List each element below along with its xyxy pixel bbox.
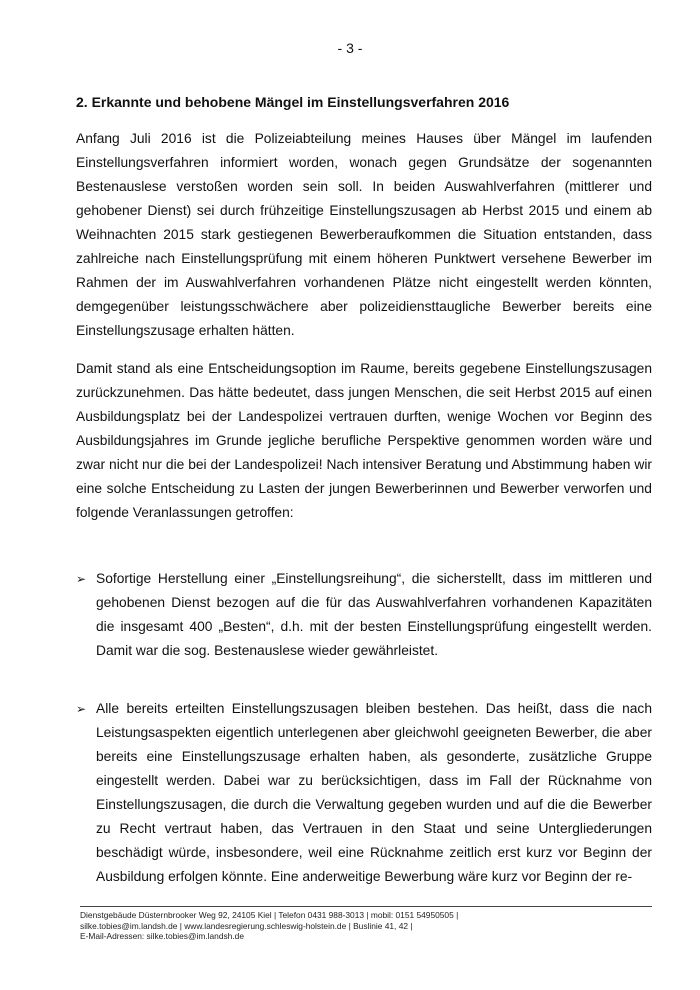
document-body <box>76 92 652 889</box>
footer-address-line: Dienstgebäude Düsternbrooker Weg 92, 24105 Kiel | Telefon 0431 988-3013 | mobil: 0151 54950505 | <box>80 910 459 920</box>
list-item <box>76 697 652 889</box>
measures-list <box>76 567 652 889</box>
section-heading: 2. Erkannte und behobene Mängel im Einstellungsverfahren 2016 <box>76 94 510 110</box>
paragraph-1: Anfang Juli 2016 ist die Polizeiabteilung meines Hauses über Mängel im laufenden Einstellungsverfahren informiert worden, wonach gegen Grundsätze der sogenannten Bestenauslese verstoßen worden sein soll. In beiden Auswahlverfahren (mittlerer und gehobener Dienst) sei durch frühzeitige Einstellungszusagen ab Herbst 2015 und einem ab Weihnachten 2015 stark gestiegenen Bewerberaufkommen die Situation entstanden, dass zahlreiche nach Einstellungsprüfung mit einem höheren Punktwert versehene Bewerber im Rahmen der im Auswahlverfahren vorhandenen Plätze nicht eingestellt werden könnten, demgegenüber leistungsschwächere aber polizeidiensttaugliche Bewerber bereits eine Einstellungszusage erhalten hätten. <box>76 131 652 338</box>
list-item <box>76 567 652 663</box>
page-number: - 3 - <box>337 40 363 56</box>
arrow-bullet-icon: ➢ <box>76 572 87 586</box>
footer-contact-line: silke.tobies@im.landsh.de | www.landesregierung.schleswig-holstein.de | Buslinie 41, 42 | <box>80 920 413 931</box>
arrow-bullet-icon: ➢ <box>76 702 87 716</box>
list-item-text: Sofortige Herstellung einer „Einstellungsreihung“, die sicherstellt, dass im mittleren und gehobenen Dienst bezogen auf die für das Auswahlverfahren vorhandenen Kapazitäten die insgesamt 400 „Besten“, d.h. mit der besten Einstellungsprüfung eingestellt werden. Damit war die sog. Bestenauslese wieder gewährleistet. <box>96 571 652 658</box>
paragraph-2: Damit stand als eine Entscheidungsoption im Raume, bereits gegebene Einstellungszusagen zurückzunehmen. Das hätte bedeutet, dass jungen Menschen, die seit Herbst 2015 auf einen Ausbildungsplatz bei der Landespolizei vertrauen durften, wenige Wochen vor Beginn des Ausbildungsjahres im Grunde jegliche berufliche Perspektive genommen worden wäre und zwar nicht nur die bei der Landespolizei! Nach intensiver Beratung und Abstimmung haben wir eine solche Entscheidung zu Lasten der jungen Bewerberinnen und Bewerber verworfen und folgende Veranlassungen getroffen: <box>76 361 652 520</box>
footer-email-line: E-Mail-Adressen: silke.tobies@im.landsh.de <box>80 931 244 941</box>
list-item-text: Alle bereits erteilten Einstellungszusagen bleiben bestehen. Das heißt, dass die nach Leistungsaspekten eigentlich unterlegenen aber gleichwohl geeigneten Bewerber, die aber bereits eine Einstellungszusage erhalten haben, als gesonderte, zusätzliche Gruppe eingestellt werden. Dabei war zu berücksichtigen, dass im Fall der Rücknahme von Einstellungszusagen, die durch die Verwaltung gegeben wurden und auf die die Bewerber zu Recht vertraut haben, das Vertrauen in den Staat und seine Untergliederungen beschädigt würde, insbesondere, weil eine Rücknahme zeitlich erst kurz vor Beginn der Ausbildung erfolgen könnte. Eine anderweitige Bewerbung wäre kurz vor Beginn der re- <box>96 701 652 884</box>
page-footer <box>80 906 652 942</box>
